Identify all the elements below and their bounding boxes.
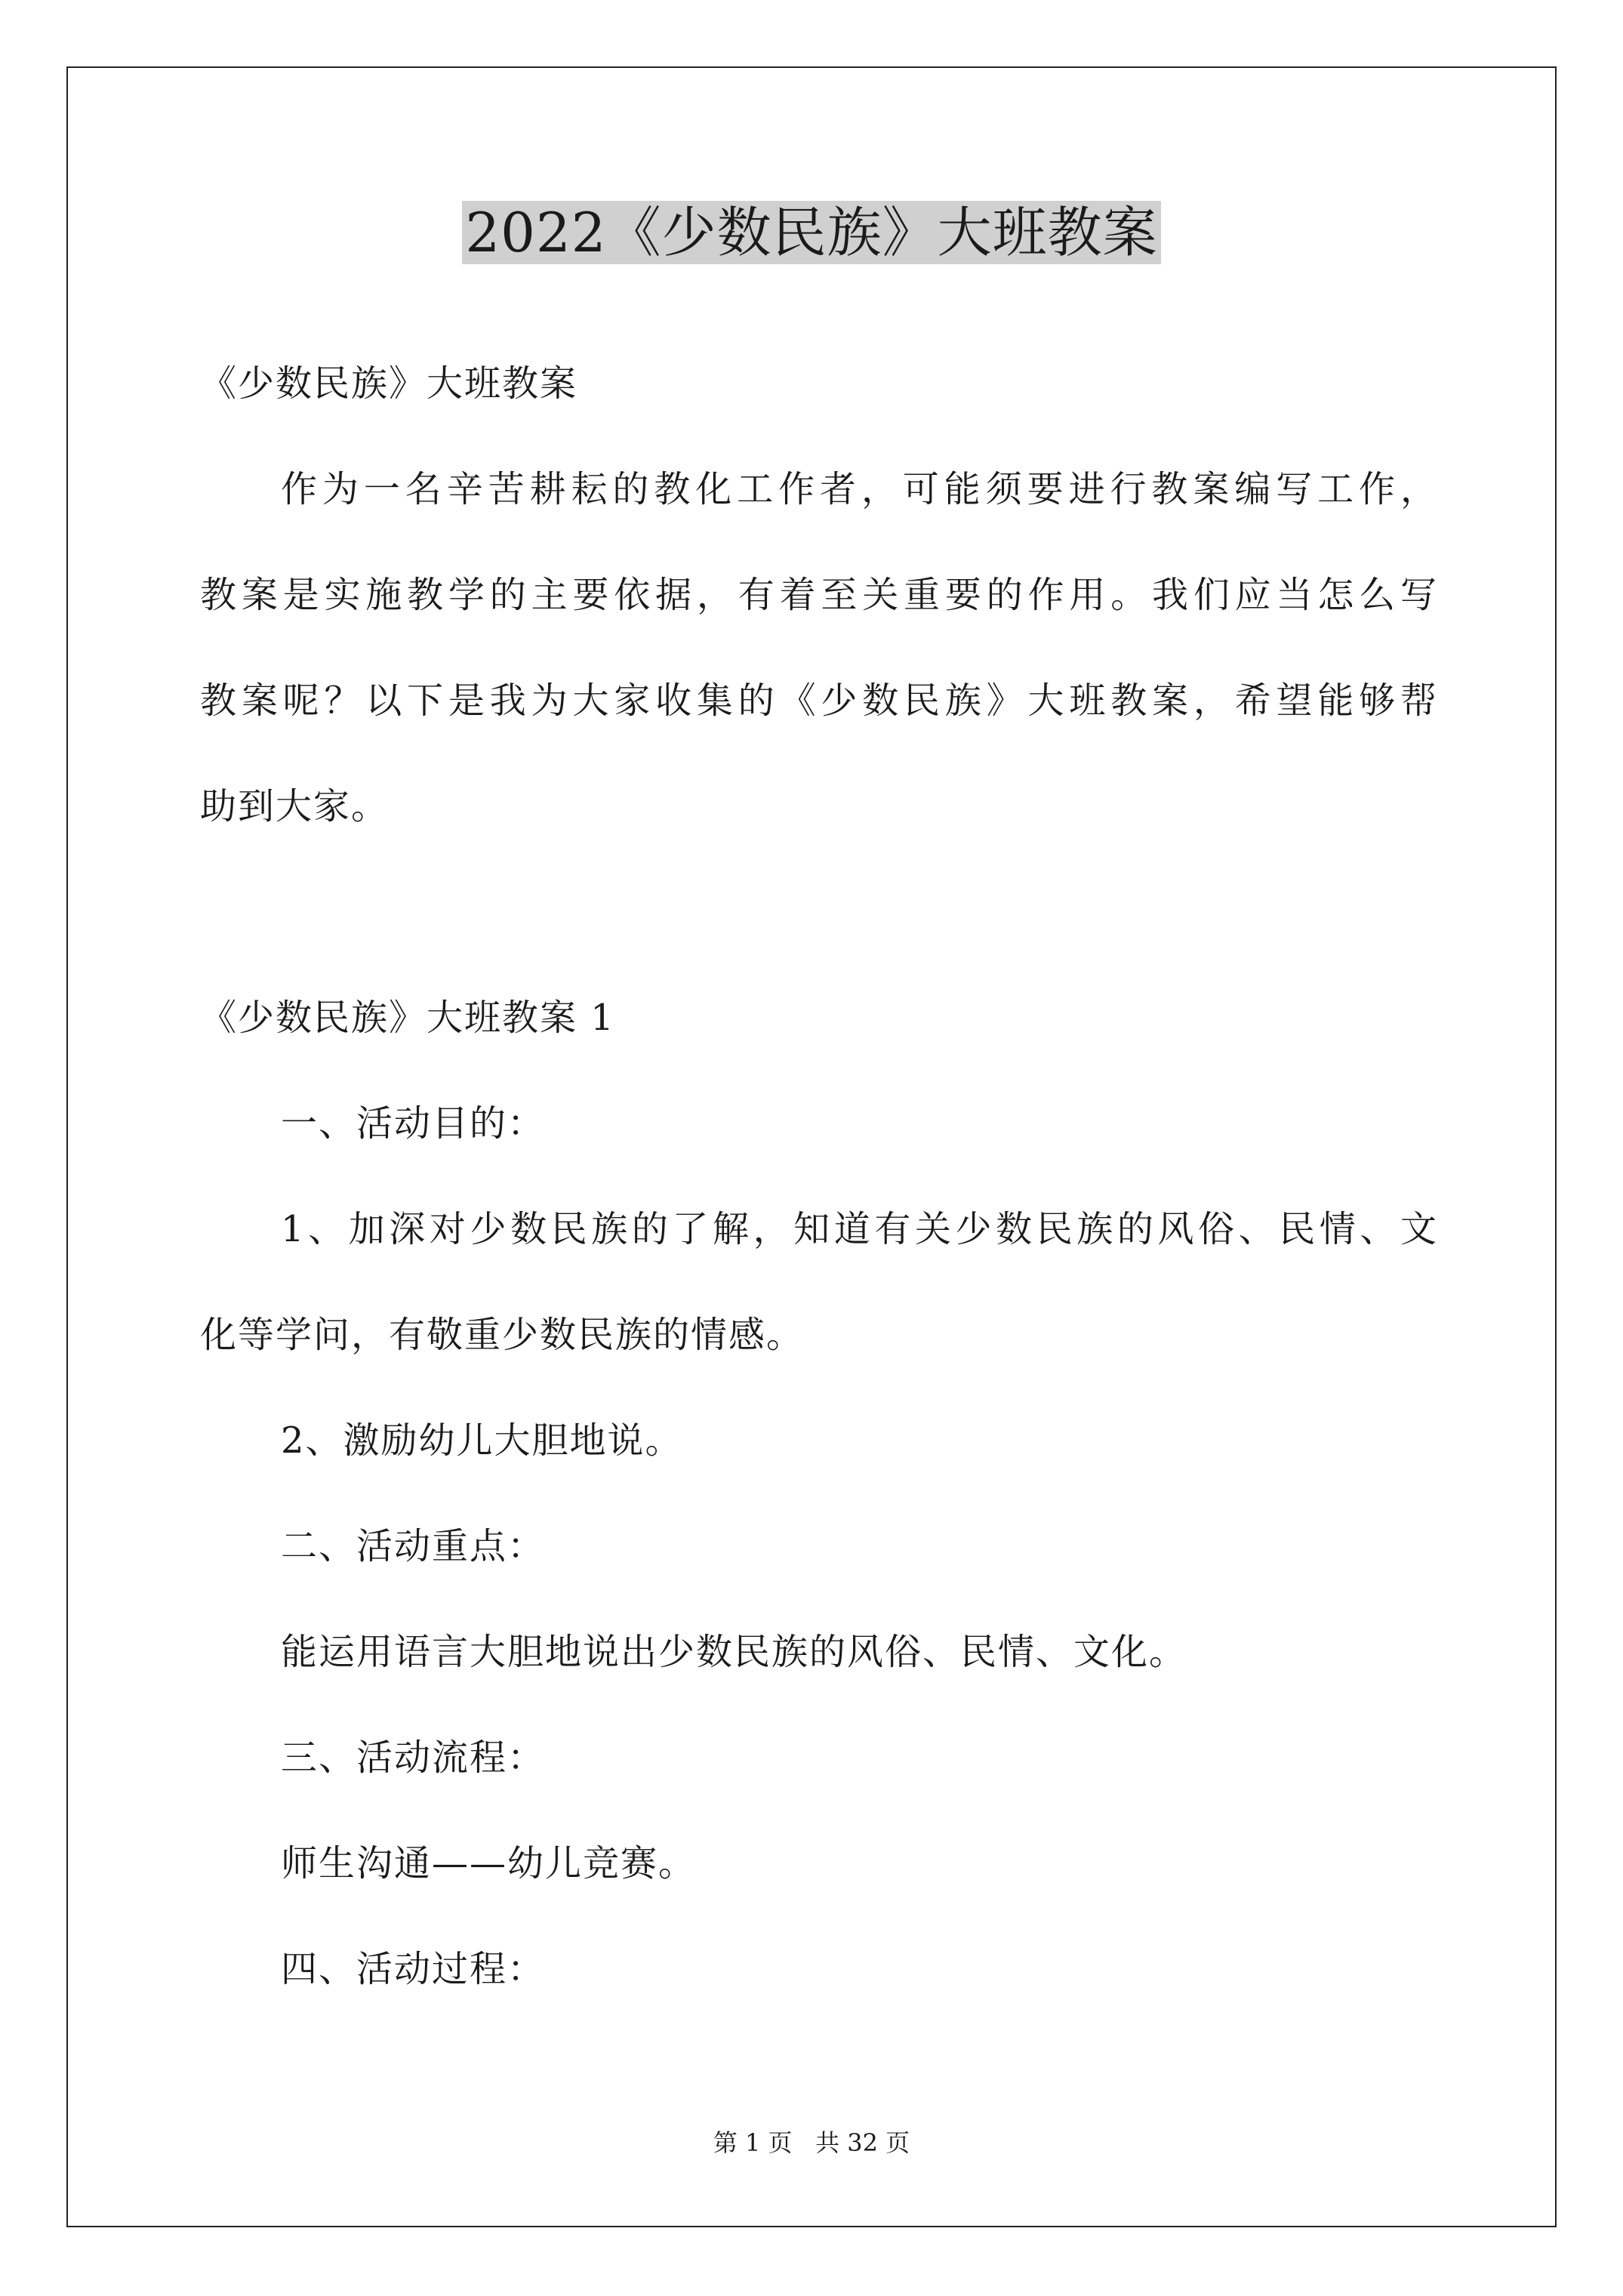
section-heading: 《少数民族》大班教案 1 — [200, 997, 615, 1039]
document-title — [0, 195, 1623, 270]
goal-2: 2、激励幼儿大胆地说。 — [281, 1419, 683, 1462]
subtitle-line: 《少数民族》大班教案 — [200, 362, 578, 405]
heading-activity-goal: 一、活动目的： — [281, 1102, 546, 1145]
goal-1-line-2: 化等学问，有敬重少数民族的情感。 — [200, 1314, 805, 1356]
intro-line-3: 教案呢？以下是我为大家收集的《少数民族》大班教案，希望能够帮 — [200, 680, 1438, 722]
heading-activity-flow: 三、活动流程： — [281, 1737, 546, 1779]
flow-text: 师生沟通——幼儿竞赛。 — [281, 1842, 697, 1885]
intro-line-1: 作为一名辛苦耕耘的教化工作者，可能须要进行教案编写工作， — [281, 468, 1438, 510]
document-title-text: 2022《少数民族》大班教案 — [462, 201, 1160, 264]
heading-activity-focus: 二、活动重点： — [281, 1525, 546, 1567]
heading-activity-process: 四、活动过程： — [281, 1948, 546, 1990]
goal-1-line-1: 1、加深对少数民族的了解，知道有关少数民族的风俗、民情、文 — [281, 1208, 1438, 1250]
focus-text: 能运用语言大胆地说出少数民族的风俗、民情、文化。 — [281, 1631, 1187, 1673]
intro-line-2: 教案是实施教学的主要依据，有着至关重要的作用。我们应当怎么写 — [200, 574, 1438, 616]
intro-line-4: 助到大家。 — [200, 785, 390, 827]
page-footer: 第 1 页 共 32 页 — [713, 2128, 910, 2157]
